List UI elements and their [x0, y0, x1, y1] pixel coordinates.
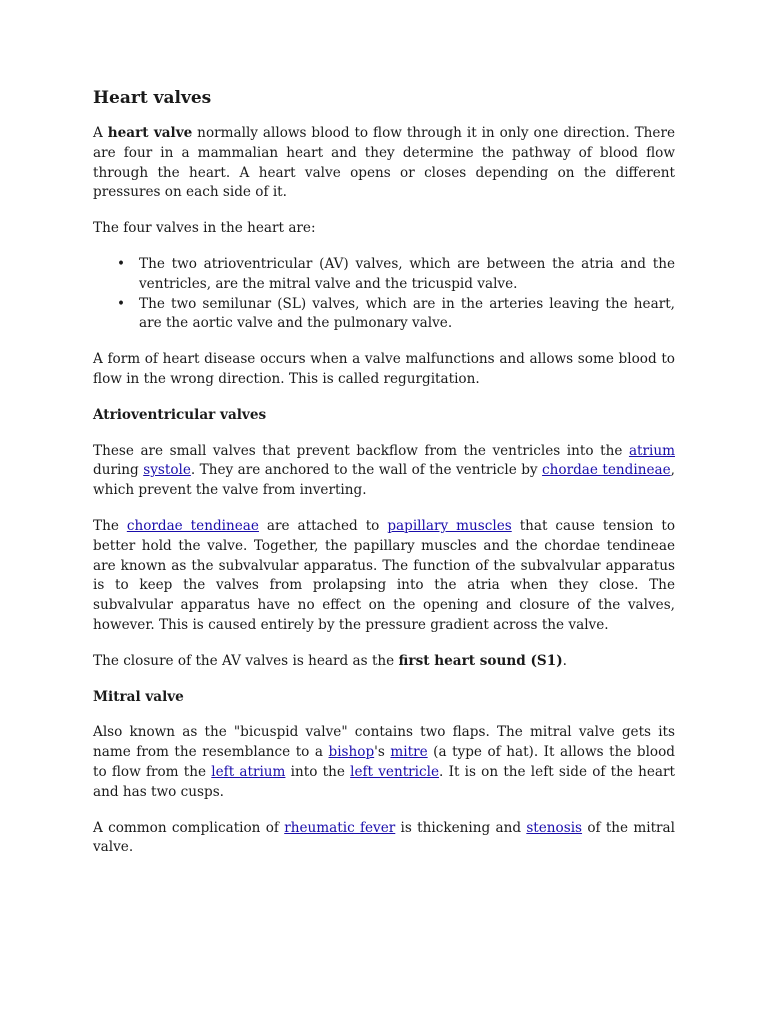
disease-paragraph: A form of heart disease occurs when a valve malfunctions and allows some blood to flow in the wrong direction. This is called regurgitation. [93, 351, 675, 387]
text-run: . It is on the left side of the heart and has two cusps. [93, 763, 675, 800]
intro-paragraph [93, 124, 675, 203]
text-run: during [93, 462, 144, 479]
av-paragraph-1 [93, 442, 675, 501]
section-heading-av: Atrioventricular valves [93, 406, 267, 423]
text-run: A common complication of [93, 819, 285, 836]
link-mitre[interactable]: mitre [390, 744, 428, 761]
av-paragraph-2 [93, 517, 675, 636]
text-run: Also known as the "bicuspid valve" contains two flaps. The mitral valve gets its name from the resemblance to a [93, 724, 675, 761]
four-valves-lead: The four valves in the heart are: [93, 220, 316, 237]
bold-term: heart valve [107, 125, 193, 141]
list-item: • The two semilunar (SL) valves, which are in the arteries leaving the heart, are the aortic valve and the pulmonary valve. [139, 295, 675, 335]
text-run: A [93, 125, 108, 141]
text-run: into the [285, 763, 351, 780]
link-chordae-tendineae[interactable]: chordae tendineae [126, 517, 259, 534]
mitral-paragraph-1 [93, 723, 675, 802]
list-item: • The two atrioventricular (AV) valves, which are between the atria and the ventricles, are the mitral valve and the tricuspid valve. [139, 255, 675, 295]
text-run: 's [374, 744, 391, 761]
text-run: These are small valves that prevent backflow from the ventricles into the [93, 442, 629, 459]
av-paragraph-3 [93, 652, 675, 672]
bold-term: first heart sound (S1) [398, 652, 563, 669]
text-run: (a type of hat). It allows the blood to flow from the [93, 744, 676, 780]
link-systole[interactable]: systole [143, 462, 191, 479]
text-run: The closure of the AV valves is heard as the [93, 652, 399, 669]
text-run: of the mitral valve. [93, 819, 676, 856]
text-run: . They are anchored to the wall of the ventricle by [190, 462, 543, 479]
link-bishop[interactable]: bishop [328, 744, 375, 761]
link-left-ventricle[interactable]: left ventricle [350, 763, 440, 780]
text-run: normally allows blood to flow through it in only one direction. There are four in a mammalian heart and they determine the pathway of blood flow through the heart. A heart valve opens or closes depending on the different pressures on each side of it. [93, 125, 675, 201]
link-papillary-muscles[interactable]: papillary muscles [387, 517, 512, 534]
text-run: . [562, 652, 567, 669]
text-run: are attached to [258, 517, 388, 534]
page-title: Heart valves [93, 88, 212, 108]
text-run: that cause tension to better hold the valve. Together, the papillary muscles and the chordae tendineae are known as the subvalvular apparatus. The function of the subvalvular apparatus is to keep the valves from prolapsing into the atria when they close. The subvalvular apparatus have no effect on the opening and closure of the valves, however. This is caused entirely by the pressure gradient across the valve. [93, 517, 676, 633]
text-run: , which prevent the valve from inverting. [93, 462, 675, 499]
link-atrium[interactable]: atrium [628, 442, 675, 459]
document-page [93, 86, 675, 874]
section-heading-mitral: Mitral valve [93, 688, 184, 705]
link-rheumatic-fever[interactable]: rheumatic fever [284, 819, 396, 836]
text-run: The [93, 517, 127, 534]
valves-list [93, 255, 675, 334]
mitral-paragraph-2 [93, 819, 675, 859]
text-run: is thickening and [395, 819, 527, 836]
link-stenosis[interactable]: stenosis [526, 819, 583, 836]
link-left-atrium[interactable]: left atrium [211, 763, 286, 780]
link-chordae-tendineae[interactable]: chordae tendineae [542, 462, 671, 479]
